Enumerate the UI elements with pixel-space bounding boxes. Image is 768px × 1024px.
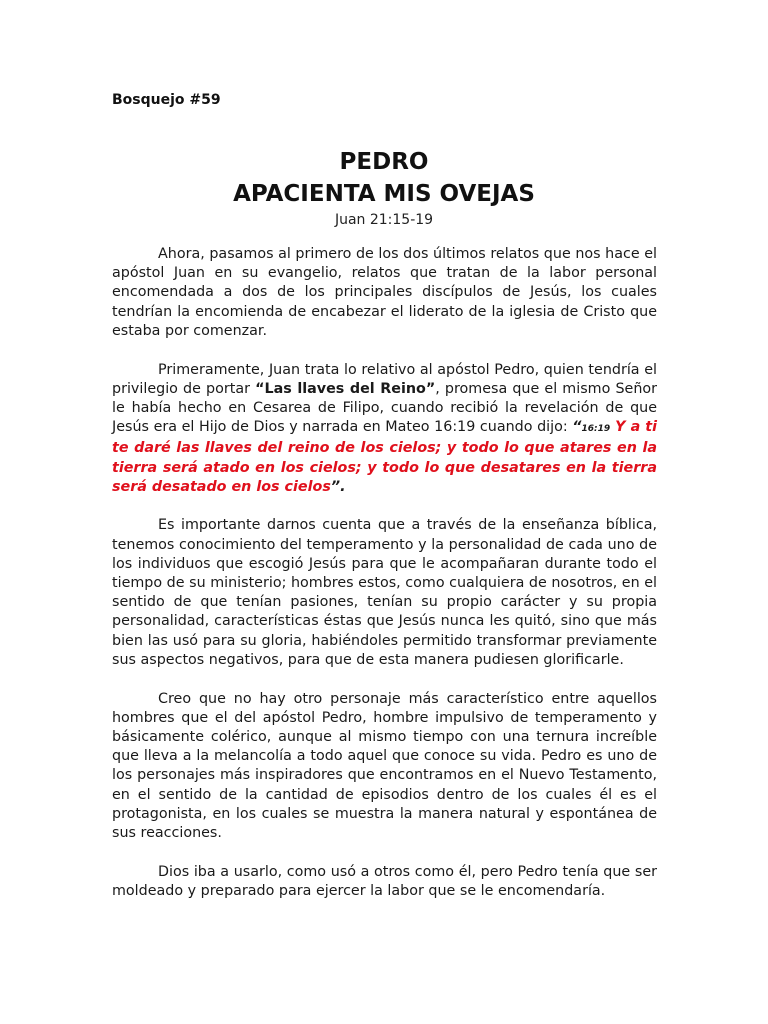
paragraph-5: Dios iba a usarlo, como usó a otros como él, pero Pedro tenía que ser moldeado y preparado para ejercer la labor que se le encomendaría. [112, 863, 657, 899]
paragraph-3: Es importante darnos cuenta que a través de la enseñanza bíblica, tenemos conocimiento del temperamento y la personalidad de cada uno de los individuos que escogió Jesús para que le acompañaran durante todo el tiempo de su ministerio; hombres estos, como cualquiera de nosotros, en el sentido de que tenían pasiones, tenían su propio carácter y su propia personalidad, características éstas que Jesús nunca les quitó, sino que más bien las usó para su gloria, habiéndoles permitido transformar previamente sus aspectos negativos, para que de esta manera pudiesen glorificarle. [112, 517, 657, 668]
paragraph-4: Creo que no hay otro personaje más característico entre aquellos hombres que el del apóstol Pedro, hombre impulsivo de temperamento y básicamente colérico, aunque al mismo tiempo con una ternura increíble que lleva a la melancolía a todo aquel que conoce su vida. Pedro es uno de los personajes más inspiradores que encontramos en el Nuevo Testamento, en el sentido de la cantidad de episodios dentro de los cuales él es el protagonista, en los cuales se muestra la manera natural y espontánea de sus reacciones. [112, 690, 657, 841]
paragraph-2-middle: , promesa que el mismo Señor le había hecho en Cesarea de Filipo, cuando recibió la revelación de que Jesús era el Hijo de Dios y narrada en Mateo 16:19 cuando dijo: [112, 380, 657, 436]
paragraph-1: Ahora, pasamos al primero de los dos últimos relatos que nos hace el apóstol Juan en su evangelio, relatos que tratan de la labor personal encomendada a dos de los principales discípulos de Jesús, los cuales tendrían la encomienda de encabezar el liderato de la iglesia de Cristo que estaba por comenzar. [112, 246, 657, 339]
title-line-1: PEDRO [339, 149, 429, 175]
open-quote: “ [572, 419, 582, 436]
paragraph-2 [112, 361, 657, 497]
verse-quote: Y a ti te daré las llaves del reino de los cielos; y todo lo que atares en la tierra será atado en los cielos; y todo lo que desatares en la tierra será desatado en los cielos [112, 419, 657, 495]
outline-label: Bosquejo #59 [112, 92, 221, 108]
title-line-2: APACIENTA MIS OVEJAS [233, 181, 535, 207]
title-block [0, 146, 768, 230]
keys-of-kingdom-phrase: “Las llaves del Reino” [255, 380, 436, 397]
scripture-reference: Juan 21:15-19 [334, 212, 434, 228]
close-quote: ”. [330, 478, 346, 495]
paragraph-2-intro: Primeramente, Juan trata lo relativo al apóstol Pedro, quien tendría el privilegio de portar [112, 361, 657, 397]
verse-number: 16:19 [581, 424, 611, 435]
document-body [112, 245, 657, 921]
